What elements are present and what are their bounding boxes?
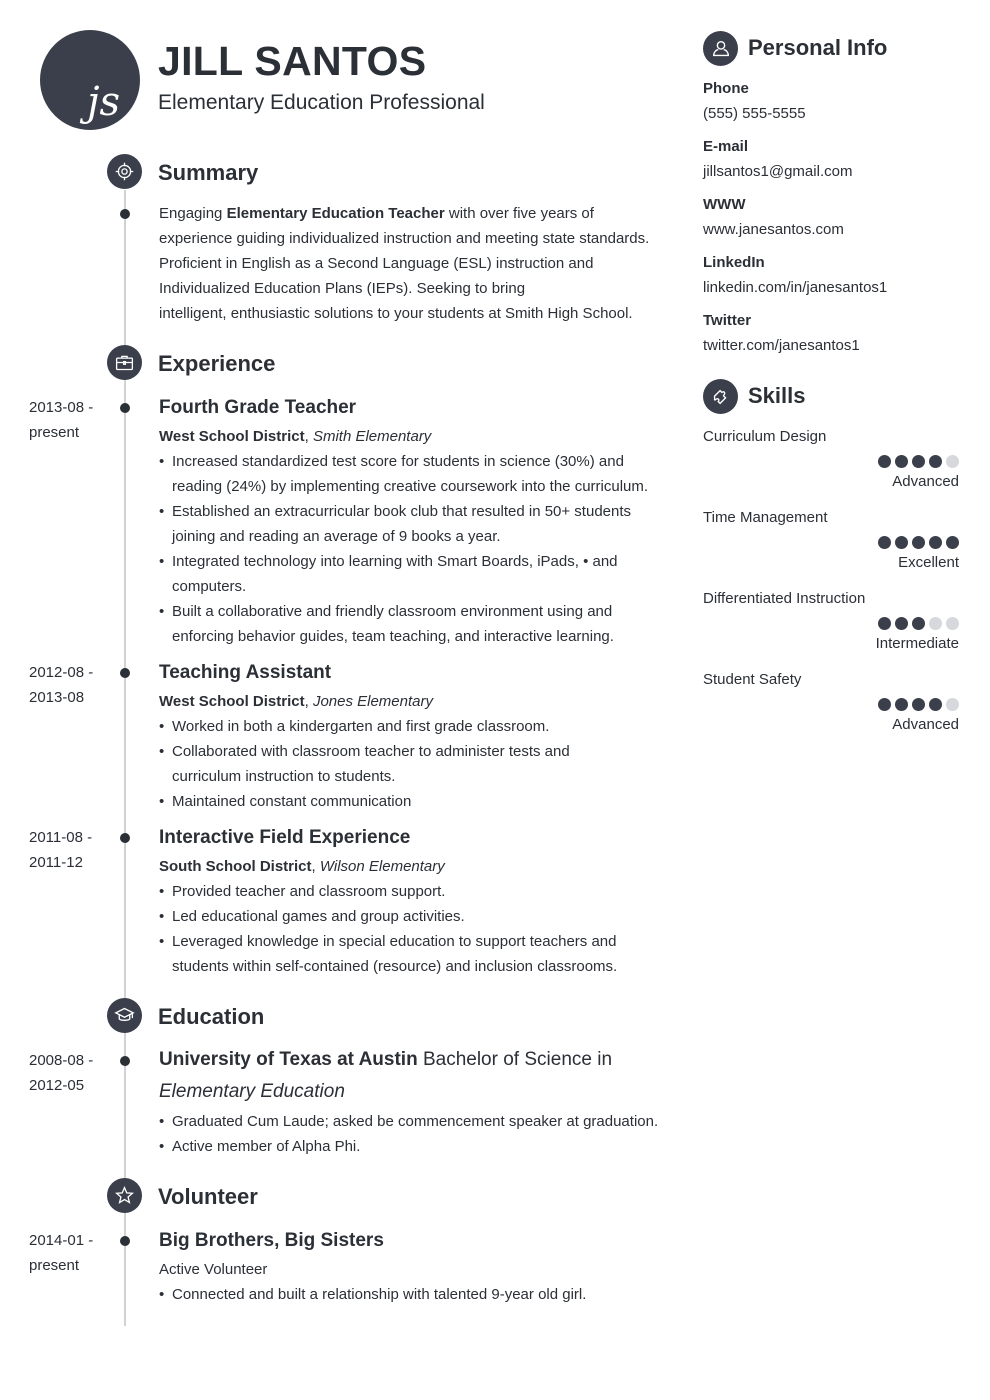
timeline-dot bbox=[120, 668, 130, 678]
job-title: Teaching Assistant bbox=[159, 662, 332, 683]
section-title-volunteer: Volunteer bbox=[158, 1184, 258, 1209]
monogram-avatar bbox=[40, 30, 140, 130]
skill-rating bbox=[703, 698, 959, 711]
rating-dot-filled bbox=[895, 536, 908, 549]
volunteer-entry bbox=[159, 1229, 664, 1307]
info-www: WWW www.janesantos.com bbox=[703, 196, 844, 238]
rating-dot-filled bbox=[895, 617, 908, 630]
job-employer: West School District, Jones Elementary bbox=[159, 693, 433, 710]
section-title-education: Education bbox=[158, 1004, 265, 1029]
rating-dot-filled bbox=[912, 536, 925, 549]
list-item: • Leveraged knowledge in special education to support teachers and students within self-contained (resource) and inclusion classrooms. bbox=[159, 929, 664, 979]
job-title: Fourth Grade Teacher bbox=[159, 397, 357, 418]
list-item: • Established an extracurricular book club that resulted in 50+ students joining and reading an average of 9 books a year. bbox=[159, 499, 664, 549]
job-date: 2012-08 - 2013-08 bbox=[29, 664, 94, 706]
info-twitter: Twitter twitter.com/janesantos1 bbox=[703, 312, 860, 354]
list-item: • Integrated technology into learning with Smart Boards, iPads, • and computers. bbox=[159, 549, 664, 599]
job-entry bbox=[159, 661, 664, 814]
job-entry bbox=[159, 396, 664, 649]
skill-name: Curriculum Design bbox=[703, 428, 827, 445]
job-title: Interactive Field Experience bbox=[159, 827, 411, 848]
education-date: 2008-08 - 2012-05 bbox=[29, 1052, 94, 1094]
rating-dot-filled bbox=[929, 698, 942, 711]
rating-dot-filled bbox=[878, 698, 891, 711]
list-item: • Collaborated with classroom teacher to administer tests and curriculum instruction to students. bbox=[159, 739, 664, 789]
rating-dot-empty bbox=[929, 617, 942, 630]
section-title-experience: Experience bbox=[158, 351, 276, 376]
rating-dot-filled bbox=[912, 617, 925, 630]
volunteer-org: Big Brothers, Big Sisters bbox=[159, 1230, 384, 1251]
job-date: 2011-08 - 2011-12 bbox=[29, 829, 93, 871]
skill-rating bbox=[703, 455, 959, 468]
rating-dot-filled bbox=[912, 455, 925, 468]
rating-dot-filled bbox=[878, 455, 891, 468]
job-employer: West School District, Smith Elementary bbox=[159, 428, 432, 445]
rating-dot-filled bbox=[912, 698, 925, 711]
list-item: • Led educational games and group activities. bbox=[159, 904, 664, 929]
skill-name: Differentiated Instruction bbox=[703, 590, 866, 607]
education-entry bbox=[159, 1044, 664, 1159]
skill-name: Time Management bbox=[703, 509, 828, 526]
candidate-name: JILL SANTOS bbox=[158, 38, 427, 84]
skill-name: Student Safety bbox=[703, 671, 802, 688]
graduation-cap-icon bbox=[107, 998, 142, 1033]
star-icon bbox=[107, 1178, 142, 1213]
skill-item bbox=[703, 670, 959, 735]
list-item: • Worked in both a kindergarten and first grade classroom. bbox=[159, 714, 664, 739]
person-icon bbox=[703, 31, 738, 66]
list-item: • Built a collaborative and friendly classroom environment using and enforcing behavior guides, team teaching, and interactive learning. bbox=[159, 599, 664, 649]
timeline-dot bbox=[120, 209, 130, 219]
puzzle-icon bbox=[703, 379, 738, 414]
list-item: • Increased standardized test score for students in science (30%) and reading (24%) by implementing creative coursework into the curriculum. bbox=[159, 449, 664, 499]
skill-level: Intermediate bbox=[875, 635, 959, 652]
job-employer: South School District, Wilson Elementary bbox=[159, 858, 445, 875]
skill-level: Advanced bbox=[892, 716, 959, 733]
rating-dot-empty bbox=[946, 455, 959, 468]
section-title-summary: Summary bbox=[158, 160, 259, 185]
education-heading: University of Texas at Austin Bachelor of Science in Elementary Education bbox=[159, 1049, 613, 1102]
rating-dot-filled bbox=[946, 536, 959, 549]
rating-dot-filled bbox=[878, 617, 891, 630]
list-item: • Provided teacher and classroom support. bbox=[159, 879, 664, 904]
info-phone: Phone (555) 555-5555 bbox=[703, 80, 806, 122]
rating-dot-filled bbox=[895, 455, 908, 468]
timeline-dot bbox=[120, 833, 130, 843]
info-linkedin: LinkedIn linkedin.com/in/janesantos1 bbox=[703, 254, 888, 296]
briefcase-icon bbox=[107, 345, 142, 380]
target-icon bbox=[107, 154, 142, 189]
list-item: • Connected and built a relationship with talented 9-year old girl. bbox=[159, 1282, 664, 1307]
list-item: • Maintained constant communication bbox=[159, 789, 664, 814]
job-date: 2013-08 - present bbox=[29, 399, 94, 441]
timeline-dot bbox=[120, 1056, 130, 1066]
job-entry bbox=[159, 826, 664, 979]
skill-item bbox=[703, 589, 959, 654]
monogram-initials: js bbox=[87, 79, 120, 125]
rating-dot-empty bbox=[946, 698, 959, 711]
volunteer-date: 2014-01 - present bbox=[29, 1232, 94, 1274]
list-item: • Graduated Cum Laude; asked be commencement speaker at graduation. bbox=[159, 1109, 664, 1134]
rating-dot-filled bbox=[895, 698, 908, 711]
summary-text: Engaging Elementary Education Teacher with over five years of experience guiding individualized instruction and meeting state standards. Proficient in English as a Second Language (ESL) instruction and Individualized Education Plans (IEPs). Seeking to bring intelligent, enthusiastic solutions to your students at Smith High School. bbox=[159, 205, 650, 322]
skill-rating bbox=[703, 617, 959, 630]
candidate-profession: Elementary Education Professional bbox=[158, 91, 485, 114]
section-title-personal-info: Personal Info bbox=[748, 35, 888, 60]
skill-rating bbox=[703, 536, 959, 549]
timeline-dot bbox=[120, 403, 130, 413]
rating-dot-filled bbox=[929, 536, 942, 549]
rating-dot-empty bbox=[946, 617, 959, 630]
info-email: E-mail jillsantos1@gmail.com bbox=[703, 138, 853, 180]
timeline-dot bbox=[120, 1236, 130, 1246]
list-item: • Active member of Alpha Phi. bbox=[159, 1134, 664, 1159]
rating-dot-filled bbox=[929, 455, 942, 468]
rating-dot-filled bbox=[878, 536, 891, 549]
skill-item bbox=[703, 508, 959, 573]
skill-level: Advanced bbox=[892, 473, 959, 490]
skill-item bbox=[703, 427, 959, 492]
volunteer-role: Active Volunteer bbox=[159, 1261, 268, 1278]
skill-level: Excellent bbox=[898, 554, 959, 571]
section-title-skills: Skills bbox=[748, 383, 806, 408]
